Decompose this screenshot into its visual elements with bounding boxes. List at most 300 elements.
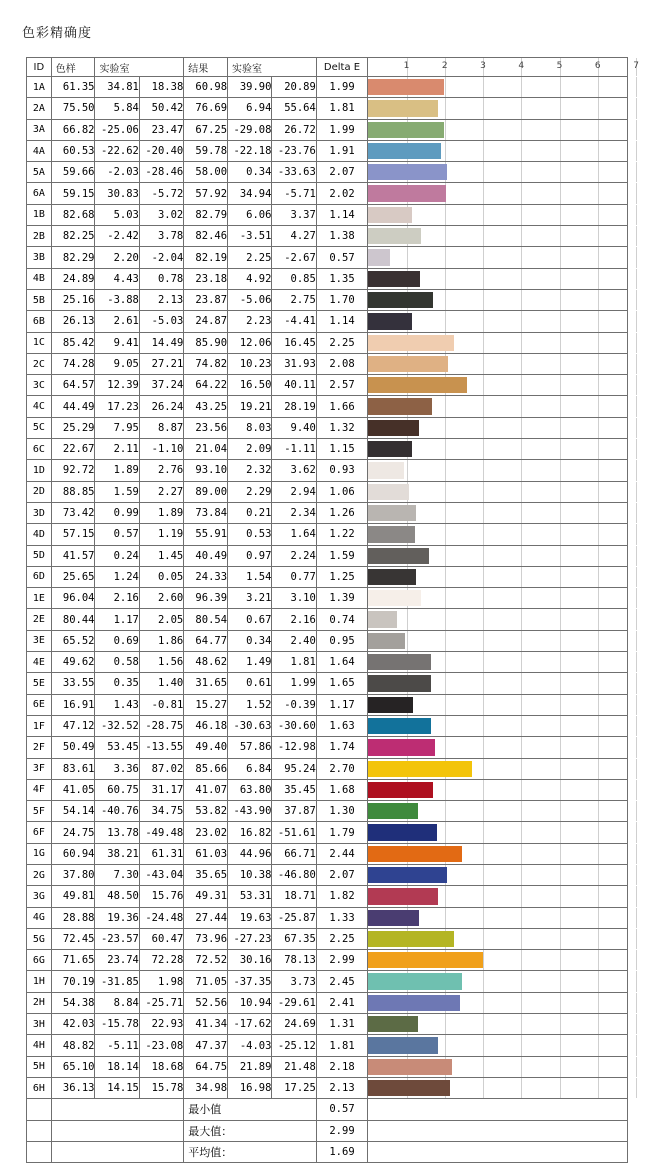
lab1-b: 0.78 — [139, 268, 183, 289]
lab2-a: 10.23 — [228, 353, 272, 374]
lab2-l: 57.92 — [184, 183, 228, 204]
lab2-a: 0.67 — [228, 609, 272, 630]
table-row — [27, 1014, 628, 1035]
delta-e-bar-cell — [368, 886, 628, 907]
lab1-a: 1.43 — [95, 694, 139, 715]
axis-tick-label: 3 — [480, 61, 486, 71]
lab2-b: -23.76 — [272, 140, 316, 161]
lab1-l: 25.65 — [51, 566, 95, 587]
lab2-l: 53.82 — [184, 801, 228, 822]
lab2-a: -5.06 — [228, 289, 272, 310]
header-delta-e: Delta E — [316, 58, 367, 77]
lab1-a: 17.23 — [95, 396, 139, 417]
lab2-b: 24.69 — [272, 1014, 316, 1035]
lab1-b: -23.08 — [139, 1035, 183, 1056]
lab2-b: 55.64 — [272, 98, 316, 119]
delta-e-bar — [368, 548, 429, 564]
lab2-b: 20.89 — [272, 77, 316, 98]
lab1-a: -31.85 — [95, 971, 139, 992]
delta-e-bar — [368, 335, 454, 351]
table-row — [27, 886, 628, 907]
delta-e-bar-cell — [368, 566, 628, 587]
lab2-b: 67.35 — [272, 928, 316, 949]
delta-e-bar-cell — [368, 396, 628, 417]
lab2-a: 30.16 — [228, 950, 272, 971]
lab2-b: 37.87 — [272, 801, 316, 822]
table-row — [27, 98, 628, 119]
summary-value: 2.99 — [316, 1120, 367, 1141]
delta-e-bar-cell — [368, 715, 628, 736]
lab2-b: 40.11 — [272, 375, 316, 396]
delta-e-bar — [368, 271, 420, 287]
table-row — [27, 971, 628, 992]
lab1-b: -20.40 — [139, 140, 183, 161]
lab1-b: 3.02 — [139, 204, 183, 225]
lab2-a: 1.49 — [228, 652, 272, 673]
lab2-l: 67.25 — [184, 119, 228, 140]
lab2-l: 93.10 — [184, 460, 228, 481]
lab1-l: 83.61 — [51, 758, 95, 779]
lab1-l: 85.42 — [51, 332, 95, 353]
axis-tick-label: 1 — [403, 61, 410, 71]
delta-e-value: 1.91 — [316, 140, 367, 161]
delta-e-bar — [368, 185, 445, 201]
lab1-l: 96.04 — [51, 588, 95, 609]
lab1-l: 73.42 — [51, 502, 95, 523]
lab2-a: 2.32 — [228, 460, 272, 481]
lab1-l: 74.28 — [51, 353, 95, 374]
lab1-l: 47.12 — [51, 715, 95, 736]
delta-e-value: 2.25 — [316, 332, 367, 353]
row-id: 3H — [27, 1014, 52, 1035]
row-id: 2H — [27, 992, 52, 1013]
lab1-b: 1.89 — [139, 502, 183, 523]
lab1-a: 1.89 — [95, 460, 139, 481]
lab2-l: 76.69 — [184, 98, 228, 119]
delta-e-bar-cell — [368, 140, 628, 161]
delta-e-bar-cell — [368, 694, 628, 715]
delta-e-value: 1.14 — [316, 204, 367, 225]
summary-label: 最大值： — [184, 1120, 317, 1141]
table-row — [27, 779, 628, 800]
delta-e-bar — [368, 1016, 418, 1032]
table-row — [27, 928, 628, 949]
lab1-a: 5.84 — [95, 98, 139, 119]
row-id: 1D — [27, 460, 52, 481]
lab1-l: 60.53 — [51, 140, 95, 161]
delta-e-bar — [368, 526, 415, 542]
lab2-l: 58.00 — [184, 162, 228, 183]
lab1-b: 1.19 — [139, 524, 183, 545]
delta-e-bar — [368, 228, 421, 244]
table-row — [27, 1035, 628, 1056]
delta-e-value: 2.18 — [316, 1056, 367, 1077]
delta-e-bar-cell — [368, 609, 628, 630]
row-id: 1C — [27, 332, 52, 353]
table-row — [27, 268, 628, 289]
delta-e-bar — [368, 995, 460, 1011]
lab1-l: 25.16 — [51, 289, 95, 310]
table-row — [27, 737, 628, 758]
lab1-l: 48.82 — [51, 1035, 95, 1056]
lab2-b: 3.10 — [272, 588, 316, 609]
table-row — [27, 864, 628, 885]
lab2-l: 24.33 — [184, 566, 228, 587]
row-id: 6G — [27, 950, 52, 971]
lab2-a: 0.21 — [228, 502, 272, 523]
lab2-l: 15.27 — [184, 694, 228, 715]
delta-e-bar-cell — [368, 652, 628, 673]
lab1-a: 34.81 — [95, 77, 139, 98]
row-id: 2A — [27, 98, 52, 119]
lab2-l: 82.19 — [184, 247, 228, 268]
lab2-a: 10.94 — [228, 992, 272, 1013]
lab2-b: -4.41 — [272, 311, 316, 332]
row-id: 3C — [27, 375, 52, 396]
lab1-b: -13.55 — [139, 737, 183, 758]
delta-e-bar — [368, 207, 412, 223]
delta-e-bar — [368, 420, 419, 436]
lab2-l: 46.18 — [184, 715, 228, 736]
lab2-l: 96.39 — [184, 588, 228, 609]
summary-row — [27, 1141, 628, 1162]
lab2-b: -29.61 — [272, 992, 316, 1013]
summary-row — [27, 1120, 628, 1141]
lab2-l: 23.18 — [184, 268, 228, 289]
header-result: 结果 — [184, 58, 228, 77]
row-id: 2B — [27, 226, 52, 247]
delta-e-bar — [368, 718, 430, 734]
delta-e-bar-cell — [368, 1014, 628, 1035]
lab1-b: -43.04 — [139, 864, 183, 885]
lab1-a: 38.21 — [95, 843, 139, 864]
lab1-a: -15.78 — [95, 1014, 139, 1035]
delta-e-bar — [368, 846, 461, 862]
delta-e-bar — [368, 79, 444, 95]
delta-e-bar — [368, 888, 438, 904]
lab2-l: 52.56 — [184, 992, 228, 1013]
lab2-a: 6.06 — [228, 204, 272, 225]
delta-e-value: 1.32 — [316, 417, 367, 438]
lab2-a: -29.08 — [228, 119, 272, 140]
lab1-b: 2.76 — [139, 460, 183, 481]
lab1-a: -3.88 — [95, 289, 139, 310]
header-lab1: 实验室 — [95, 58, 184, 77]
lab2-b: 78.13 — [272, 950, 316, 971]
lab2-b: 1.99 — [272, 673, 316, 694]
table-row — [27, 77, 628, 98]
table-row — [27, 353, 628, 374]
lab2-b: 2.24 — [272, 545, 316, 566]
lab2-b: -51.61 — [272, 822, 316, 843]
lab1-a: 3.36 — [95, 758, 139, 779]
lab1-a: 7.30 — [95, 864, 139, 885]
lab1-l: 82.29 — [51, 247, 95, 268]
table-row — [27, 843, 628, 864]
lab1-b: -24.48 — [139, 907, 183, 928]
lab1-l: 65.10 — [51, 1056, 95, 1077]
lab1-l: 36.13 — [51, 1077, 95, 1098]
lab1-a: 0.57 — [95, 524, 139, 545]
delta-e-value: 1.15 — [316, 439, 367, 460]
delta-e-bar — [368, 739, 435, 755]
delta-e-value: 1.38 — [316, 226, 367, 247]
row-id: 6B — [27, 311, 52, 332]
lab1-a: -22.62 — [95, 140, 139, 161]
row-id: 4C — [27, 396, 52, 417]
lab1-l: 42.03 — [51, 1014, 95, 1035]
lab1-l: 37.80 — [51, 864, 95, 885]
delta-e-bar-cell — [368, 311, 628, 332]
lab2-a: 0.53 — [228, 524, 272, 545]
delta-e-bar-cell — [368, 289, 628, 310]
lab2-a: -43.90 — [228, 801, 272, 822]
lab1-b: 27.21 — [139, 353, 183, 374]
lab1-b: 72.28 — [139, 950, 183, 971]
summary-spacer — [27, 1120, 52, 1141]
delta-e-bar-cell — [368, 928, 628, 949]
lab2-b: 3.73 — [272, 971, 316, 992]
lab2-b: 2.34 — [272, 502, 316, 523]
delta-e-bar-cell — [368, 673, 628, 694]
row-id: 5F — [27, 801, 52, 822]
table-row — [27, 332, 628, 353]
lab1-l: 88.85 — [51, 481, 95, 502]
delta-e-value: 1.35 — [316, 268, 367, 289]
delta-e-bar — [368, 143, 441, 159]
table-row — [27, 417, 628, 438]
lab1-l: 54.38 — [51, 992, 95, 1013]
delta-e-value: 1.22 — [316, 524, 367, 545]
lab2-l: 21.04 — [184, 439, 228, 460]
lab2-a: 2.09 — [228, 439, 272, 460]
lab2-l: 55.91 — [184, 524, 228, 545]
lab1-l: 70.19 — [51, 971, 95, 992]
delta-e-bar-cell — [368, 864, 628, 885]
row-id: 1F — [27, 715, 52, 736]
lab1-b: 1.56 — [139, 652, 183, 673]
lab2-b: 35.45 — [272, 779, 316, 800]
summary-spacer — [27, 1099, 52, 1120]
lab1-b: -28.75 — [139, 715, 183, 736]
lab2-b: 2.40 — [272, 630, 316, 651]
row-id: 2D — [27, 481, 52, 502]
lab2-a: 57.86 — [228, 737, 272, 758]
delta-e-bar-cell — [368, 1035, 628, 1056]
lab1-a: 0.99 — [95, 502, 139, 523]
lab2-l: 64.75 — [184, 1056, 228, 1077]
delta-e-value: 1.31 — [316, 1014, 367, 1035]
delta-e-bar-cell — [368, 183, 628, 204]
axis-tick-label: 6 — [594, 61, 601, 71]
delta-e-value: 2.07 — [316, 864, 367, 885]
lab2-l: 34.98 — [184, 1077, 228, 1098]
delta-e-bar-cell — [368, 226, 628, 247]
lab1-b: 61.31 — [139, 843, 183, 864]
row-id: 5A — [27, 162, 52, 183]
axis-tick-label: 4 — [518, 61, 525, 71]
summary-spacer — [51, 1120, 184, 1141]
lab1-a: 4.43 — [95, 268, 139, 289]
delta-e-value: 1.17 — [316, 694, 367, 715]
delta-e-value: 1.59 — [316, 545, 367, 566]
lab2-l: 49.31 — [184, 886, 228, 907]
lab2-b: -25.87 — [272, 907, 316, 928]
lab1-b: 26.24 — [139, 396, 183, 417]
lab2-a: 0.97 — [228, 545, 272, 566]
lab2-b: 1.64 — [272, 524, 316, 545]
delta-e-bar — [368, 931, 454, 947]
lab1-l: 26.13 — [51, 311, 95, 332]
row-id: 4E — [27, 652, 52, 673]
axis-gridlines — [368, 460, 627, 480]
delta-e-bar-cell — [368, 481, 628, 502]
delta-e-value: 1.70 — [316, 289, 367, 310]
row-id: 3G — [27, 886, 52, 907]
lab1-l: 28.88 — [51, 907, 95, 928]
lab2-b: 26.72 — [272, 119, 316, 140]
lab1-l: 60.94 — [51, 843, 95, 864]
lab2-a: 34.94 — [228, 183, 272, 204]
lab1-b: 2.27 — [139, 481, 183, 502]
lab1-l: 16.91 — [51, 694, 95, 715]
delta-e-value: 0.74 — [316, 609, 367, 630]
delta-e-value: 0.95 — [316, 630, 367, 651]
axis-tick-label: 7 — [633, 61, 639, 71]
lab2-l: 85.66 — [184, 758, 228, 779]
lab2-b: 0.77 — [272, 566, 316, 587]
lab1-a: 14.15 — [95, 1077, 139, 1098]
lab1-l: 50.49 — [51, 737, 95, 758]
lab1-l: 59.66 — [51, 162, 95, 183]
delta-e-bar — [368, 952, 482, 968]
lab2-l: 43.25 — [184, 396, 228, 417]
axis-tick-label: 2 — [441, 61, 448, 71]
delta-e-value: 1.33 — [316, 907, 367, 928]
row-id: 3F — [27, 758, 52, 779]
lab1-a: 12.39 — [95, 375, 139, 396]
lab1-l: 65.52 — [51, 630, 95, 651]
lab1-b: 50.42 — [139, 98, 183, 119]
table-row — [27, 545, 628, 566]
lab1-b: -5.03 — [139, 311, 183, 332]
lab2-b: 2.16 — [272, 609, 316, 630]
lab2-a: 2.29 — [228, 481, 272, 502]
lab1-l: 24.75 — [51, 822, 95, 843]
lab1-l: 41.05 — [51, 779, 95, 800]
lab2-a: 39.90 — [228, 77, 272, 98]
table-row — [27, 396, 628, 417]
lab1-b: 34.75 — [139, 801, 183, 822]
lab1-l: 72.45 — [51, 928, 95, 949]
lab1-l: 49.62 — [51, 652, 95, 673]
table-row — [27, 226, 628, 247]
delta-e-bar-cell — [368, 971, 628, 992]
delta-e-value: 1.06 — [316, 481, 367, 502]
lab1-b: -28.46 — [139, 162, 183, 183]
lab2-a: -37.35 — [228, 971, 272, 992]
delta-e-bar-cell — [368, 843, 628, 864]
lab2-b: 16.45 — [272, 332, 316, 353]
delta-e-bar — [368, 249, 390, 265]
delta-e-bar — [368, 910, 419, 926]
lab1-a: 13.78 — [95, 822, 139, 843]
table-row — [27, 652, 628, 673]
lab1-a: 2.20 — [95, 247, 139, 268]
lab1-l: 59.15 — [51, 183, 95, 204]
delta-e-bar-cell — [368, 119, 628, 140]
delta-e-bar — [368, 100, 437, 116]
lab2-l: 48.62 — [184, 652, 228, 673]
row-id: 1B — [27, 204, 52, 225]
delta-e-value: 2.99 — [316, 950, 367, 971]
table-row — [27, 502, 628, 523]
delta-e-bar-cell — [368, 353, 628, 374]
lab2-l: 23.87 — [184, 289, 228, 310]
lab2-b: 3.37 — [272, 204, 316, 225]
delta-e-bar — [368, 122, 444, 138]
lab2-l: 49.40 — [184, 737, 228, 758]
lab1-b: -2.04 — [139, 247, 183, 268]
lab2-a: -3.51 — [228, 226, 272, 247]
delta-e-bar — [368, 973, 462, 989]
delta-e-bar-cell — [368, 737, 628, 758]
lab1-a: -40.76 — [95, 801, 139, 822]
delta-e-bar — [368, 697, 413, 713]
delta-e-bar — [368, 505, 416, 521]
lab2-b: 4.27 — [272, 226, 316, 247]
delta-e-value: 2.08 — [316, 353, 367, 374]
axis-tick-label: 5 — [556, 61, 563, 71]
delta-e-value: 1.99 — [316, 77, 367, 98]
lab2-b: -5.71 — [272, 183, 316, 204]
lab2-a: 16.82 — [228, 822, 272, 843]
delta-e-value: 1.65 — [316, 673, 367, 694]
lab1-b: 8.87 — [139, 417, 183, 438]
delta-e-bar — [368, 569, 416, 585]
row-id: 3B — [27, 247, 52, 268]
lab2-l: 73.96 — [184, 928, 228, 949]
delta-e-bar-cell — [368, 268, 628, 289]
row-id: 6E — [27, 694, 52, 715]
lab1-b: 15.76 — [139, 886, 183, 907]
delta-e-value: 2.70 — [316, 758, 367, 779]
delta-e-bar — [368, 611, 396, 627]
row-id: 5C — [27, 417, 52, 438]
lab1-l: 64.57 — [51, 375, 95, 396]
delta-e-value: 2.07 — [316, 162, 367, 183]
table-row — [27, 992, 628, 1013]
lab2-a: 3.21 — [228, 588, 272, 609]
lab1-b: 1.86 — [139, 630, 183, 651]
lab2-l: 73.84 — [184, 502, 228, 523]
lab2-l: 41.07 — [184, 779, 228, 800]
row-id: 4A — [27, 140, 52, 161]
delta-e-bar-cell — [368, 801, 628, 822]
row-id: 2F — [27, 737, 52, 758]
delta-e-value: 1.63 — [316, 715, 367, 736]
page-title: 色彩精确度 — [22, 25, 93, 40]
delta-e-bar — [368, 164, 447, 180]
delta-e-bar-cell — [368, 77, 628, 98]
header-lab2: 实验室 — [228, 58, 317, 77]
lab2-b: 66.71 — [272, 843, 316, 864]
delta-e-bar-cell — [368, 822, 628, 843]
delta-e-value: 2.13 — [316, 1077, 367, 1098]
delta-e-bar — [368, 1059, 451, 1075]
lab2-b: 17.25 — [272, 1077, 316, 1098]
lab2-a: -22.18 — [228, 140, 272, 161]
